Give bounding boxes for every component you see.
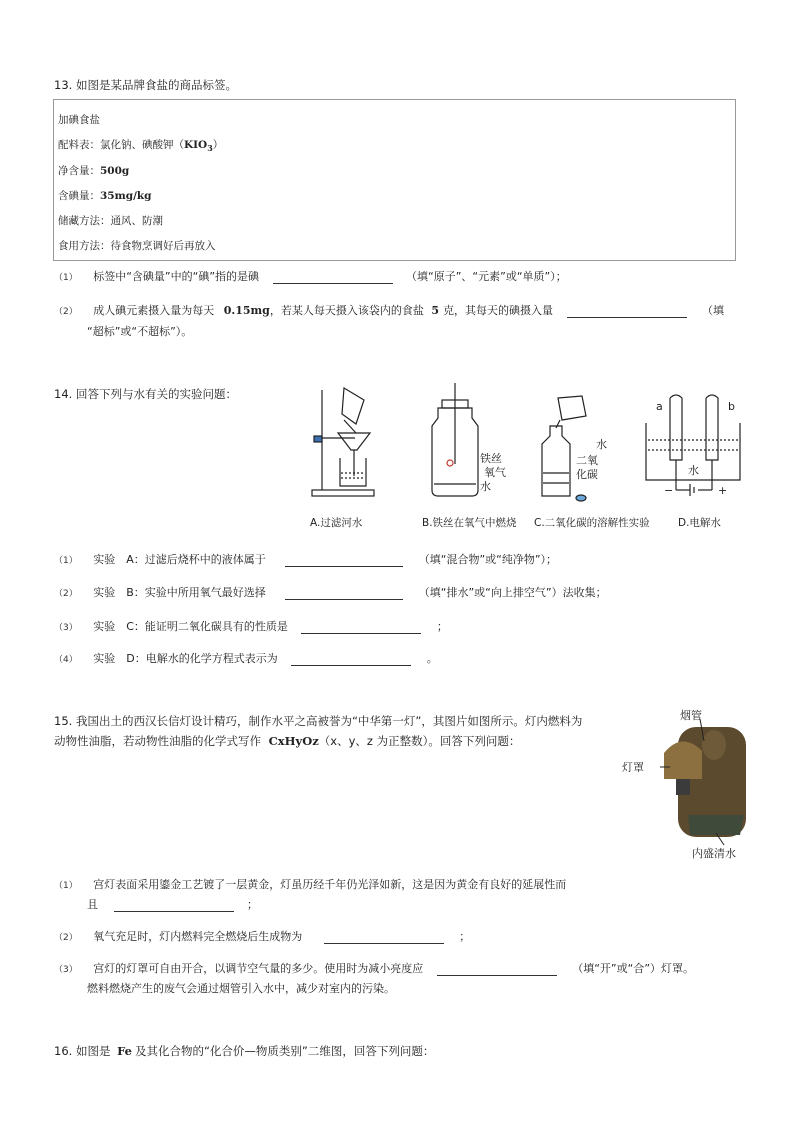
product-label (53, 99, 736, 261)
label-co2-2: 化碳 (576, 468, 598, 481)
q14-sub4: （4） 实验 D：电解水的化学方程式表示为 。 (54, 652, 438, 665)
q14-sub3: （3） 实验 C：能证明二氧化碳具有的性质是 ； (54, 620, 448, 633)
label-line-usage: 食用方法：待食物烹调好后再放入 (58, 240, 216, 252)
answer-blank[interactable] (273, 271, 393, 284)
caption-d: D.电解水 (678, 517, 721, 529)
caption-b: B.铁丝在氧气中燃烧 (422, 517, 517, 529)
answer-blank[interactable] (324, 931, 444, 944)
answer-blank[interactable] (291, 653, 411, 666)
answer-blank[interactable] (301, 621, 421, 634)
q13-title: 13. 如图是某品牌食盐的商品标签。 (54, 78, 237, 92)
q14-sub1: （1） 实验 A：过滤后烧杯中的液体属于 （填“混合物”或“纯净物”）； (54, 553, 558, 566)
q14-sub2: （2） 实验 B：实验中所用氧气最好选择 （填“排水”或“向上排空气”）法收集； (54, 586, 607, 599)
label-tube-b: b (728, 400, 735, 413)
label-water-d: 水 (688, 464, 699, 477)
q13-sub2-line2: “超标”或“不超标”）。 (87, 325, 193, 338)
q13-sub1: （1） 标签中“含碘量”中的“碘”指的是碘 （填“原子”、“元素”或“单质”）； (54, 270, 567, 283)
q14-title: 14. 回答下列与水有关的实验问题： (54, 387, 237, 401)
answer-blank[interactable] (114, 899, 234, 912)
label-oxygen: 氧气 (484, 466, 506, 479)
answer-blank[interactable] (437, 963, 557, 976)
label-tube-a: a (656, 400, 663, 413)
caption-c: C.二氧化碳的溶解性实验 (534, 517, 650, 529)
lamp-figure (620, 705, 770, 865)
label-line-ingredients: 配料表：氯化钠、碘酸钾$(KIO_3)$ (58, 139, 224, 154)
q15-sub3: （3） 宫灯的灯罩可自由开合，以调节空气量的多少。使用时为减小亮度应 （填“开”或“合”）灯罩。 (54, 962, 695, 975)
q15-sub3-line2: 燃料燃烧产生的废气会通过烟管引入水中，减少对室内的污染。 (87, 982, 395, 995)
label-iron-wire: 铁丝 (480, 452, 502, 465)
iron-combustion-apparatus (432, 383, 478, 496)
label-water-c: 水 (596, 438, 607, 451)
caption-a: A.过滤河水 (310, 517, 363, 529)
co2-solubility-apparatus (542, 396, 586, 501)
experiment-figures (300, 378, 760, 533)
label-water: 内盛清水 (692, 847, 736, 860)
answer-blank[interactable] (285, 587, 403, 600)
answer-blank[interactable] (567, 305, 687, 318)
label-water-b: 水 (480, 480, 491, 493)
q16-title: 16. 如图是 Fe 及其化合物的“化合价—物质类别”二维图，回答下列问题： (54, 1044, 435, 1058)
label-line-storage: 储藏方法：通风、防潮 (58, 215, 163, 227)
q15-sub2: （2） 氧气充足时，灯内燃料完全燃烧后生成物为 ； (54, 930, 471, 943)
q13-sub2: （2） 成人碘元素摄入量为每天 0.15mg，若某人每天摄入该袋内的食盐 5 克，其每天的碘摄入量 （填 (54, 304, 725, 317)
answer-blank[interactable] (285, 554, 403, 567)
label-pipe: 烟管 (680, 709, 702, 722)
label-line-name: 加碘食盐 (58, 114, 100, 126)
label-shade: 灯罩 (622, 761, 644, 774)
label-plus: + (718, 484, 728, 497)
label-line-net: 净含量：500g (58, 165, 130, 177)
q15-sub1: （1） 宫灯表面采用鎏金工艺镀了一层黄金，灯虽历经千年仍光泽如新，这是因为黄金有良好的延展性而 (54, 878, 567, 891)
q15-sub1-line2: 且 ； (87, 898, 258, 911)
q15-title-line2: 动物性油脂，若动物性油脂的化学式写作 CxHyOz（x、y、z 为正整数）。回答下列问题： (54, 734, 521, 748)
lamp-shade (664, 741, 702, 779)
label-minus: − (664, 484, 674, 497)
q15-title-line1: 15. 我国出土的西汉长信灯设计精巧，制作水平之高被誉为“中华第一灯”，其图片如图所示。灯内燃料为 (54, 714, 583, 728)
label-co2-1: 二氧 (576, 454, 598, 467)
filtration-apparatus (312, 388, 374, 496)
label-line-iodine: 含碘量：35mg/kg (58, 190, 152, 202)
